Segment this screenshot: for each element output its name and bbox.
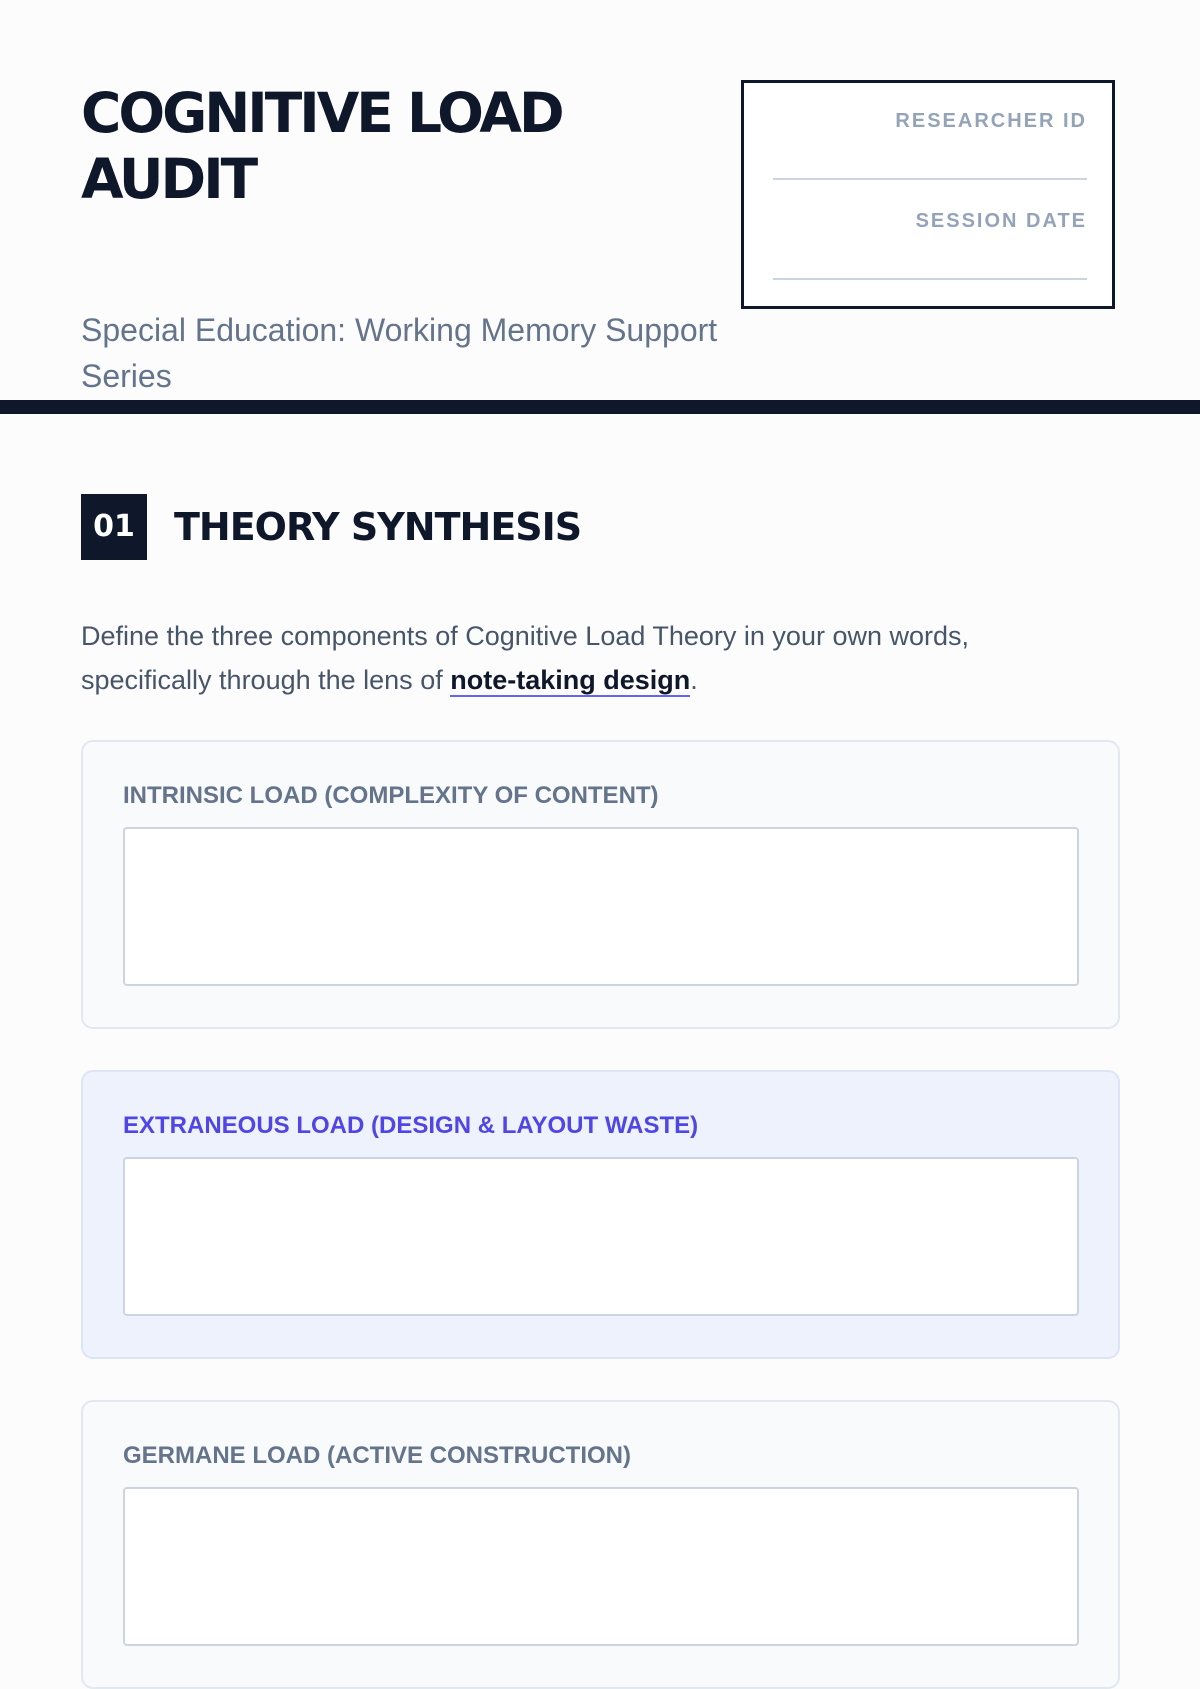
session-date-label: SESSION DATE [915,210,1087,232]
page-title: COGNITIVE LOAD AUDIT [81,81,562,211]
section-title: THEORY SYNTHESIS [174,505,582,549]
page-subtitle: Special Education: Working Memory Support Series [81,312,718,394]
instructions-emphasis: note-taking design [450,665,691,695]
instructions-text: Define the three components of Cognitive Load Theory in your own words, specifically through the lens of [81,621,970,695]
intrinsic-load-card [81,740,1120,1029]
section-instructions [81,614,1081,702]
intrinsic-load-label: INTRINSIC LOAD (COMPLEXITY OF CONTENT) [123,782,659,809]
page-header [81,80,1121,394]
germane-load-input[interactable] [123,1487,1079,1646]
section-number-badge: 01 [81,494,147,560]
researcher-id-field[interactable] [773,110,1087,180]
researcher-id-label: RESEARCHER ID [895,110,1087,132]
researcher-meta-box [741,80,1115,309]
extraneous-load-input[interactable] [123,1157,1079,1316]
extraneous-load-label: EXTRANEOUS LOAD (DESIGN & LAYOUT WASTE) [123,1112,699,1139]
germane-load-label: GERMANE LOAD (ACTIVE CONSTRUCTION) [123,1442,631,1469]
instructions-end: . [690,665,698,695]
extraneous-load-card [81,1070,1120,1359]
header-divider [0,400,1200,414]
session-date-field[interactable] [773,210,1087,280]
intrinsic-load-input[interactable] [123,827,1079,986]
germane-load-card [81,1400,1120,1689]
